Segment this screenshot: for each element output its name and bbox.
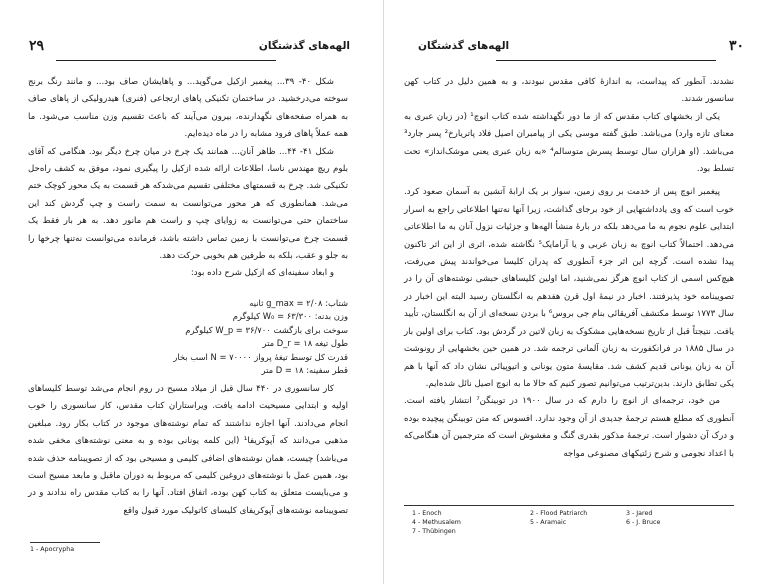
footnote: 3 - Jared — [626, 510, 653, 517]
footnote: 2 - Flood Patriarch — [530, 510, 588, 517]
spec-item: شتاب: g_max = ۲/۰۸ ثانیه — [249, 298, 348, 308]
spec-item: سوخت برای بازگشت W_p = ۳۶/۷۰۰ کیلوگرم — [185, 324, 348, 335]
header-rule — [496, 60, 716, 61]
footnote: 1 - Enoch — [412, 510, 442, 517]
header-rule — [56, 60, 276, 61]
footnote: 5 - Aramaic — [530, 519, 567, 526]
paragraph: یکی از بخشهای کتاب مقدس که از ما دور نگهداشته شده کتاب انوچ¹ (در زبان عبری به معنای تازه وارد) می‌باشد. طبق گفته موسی یکی از پیامبران اصیل فلاد پاتریارخ² پسر جارد³ می‌باشد. (او هزاران سال توسط پسرش متوسالم⁴ «به زبان عبری یعنی موشک‌انداز» تحت تسلط بود. — [404, 111, 734, 175]
paragraph: و ابعاد سفینه‌ای که ازکیل شرح داده بود: — [190, 268, 334, 279]
spec-item: قدرت کل توسط تیغهٔ پرواز N = ۷۰۰۰۰ اسب بخار — [173, 351, 348, 362]
left-body-text — [28, 74, 348, 283]
footnote: 6 - J. Bruce — [626, 519, 661, 526]
paragraph: شکل ۴۰- ۳۹... پیغمبر ازکیل می‌گوید... و پاهایشان صاف بود... و مانند رنگ برنج سوخته می‌درخشید. در ساختمان تکنیکی پاهای ارتجاعی (فنری) هیدرولیکی از پاهای صاف به همراه صفحه‌های نگهدارنده، بیرون می‌آیند که باعث تقسیم وزن مناسب می‌شود. ما همه عملاً پاهای فرود مشابه را در ماه دیده‌ایم. — [28, 77, 348, 140]
footnote: 4 - Methusalem — [412, 519, 461, 526]
spec-list — [100, 297, 348, 377]
right-page — [384, 0, 768, 584]
running-header: الهه‌های گذشتگان — [418, 40, 510, 52]
page-number: ۲۹ — [29, 38, 45, 54]
page-number: ۳۰ — [728, 38, 744, 54]
paragraph: پیغمبر انوچ پس از خدمت بر روی زمین، سوار بر یک ارابهٔ آتشین به آسمان صعود کرد. خوب است که وی یادداشتهایی از خود برجای گذاشت، زیرا آنها نه‌تنها اطلاعاتی راجع به اسرار ابتدایی علوم نجوم به ما می‌دهد بلکه در بارهٔ منشأ الهه‌ها و جزئیات نزول آنان به ما اطلاعاتی می‌دهد. احتمالاً کتاب انوچ به زبان عربی و یا آرامایک⁵ نگاشته شده، اثری از این اثر تاکنون پیدا نشده است. گرچه این اثر جزء آنطوری که پدران کلیسا می‌خواندند پیش می‌رفت، هیچ‌کس اسمی از کتاب انوچ هرگز نمی‌شنید، اما اولین کلیساهای حبشی نوشته‌های آن را در تصویبنامه خود پذیرفتند. اخبار در نیمهٔ اول قرن هفدهم به انگلستان رسید البته این اخبار در سال ۱۷۷۳ توسط مکتشف آفریقائی بنام جی بروس⁶ با بردن نسخه‌ای از آن به انگلستان، تأیید یافت. نتیجتاً قبل از تاریخ نسخه‌هایی مشکوک به زبان لاتین در گردش بود. کتاب برای اولین بار در سال ۱۸۸۵ در فرانکفورت به زبان آلمانی ترجمه شد. در همین حین بخشهایی از رونوشت آن به زبان یونانی قدیم کشف شد. مقایسهٔ متون یونانی و اتیوپیائی نشان داد که آنها با هم یکی تطابق دارند. بدین‌ترتیب می‌توانیم تصور کنیم که حالا ما به انوچ اصیل نائل شده‌ایم. — [404, 187, 735, 389]
spec-item: طول تیغه D_r = ۱۸ متر — [262, 338, 348, 349]
paragraph: من خود، ترجمه‌ای از انوچ را دارم که در سال ۱۹۰۰ در توبینگن⁷ انتشار یافته است. آنطوری که مطلع هستم ترجمهٔ جدیدی از آن وجود ندارد. افسوس که متن توبینگن پیچیده بوده و درک آن دشوار است. ترجمهٔ مذکور بقدری گنگ و مغشوش است که مترجمین آن هنگامی‌که با اعداد نجومی و شرح زئتیکهای مصنوعی مواجه — [404, 396, 734, 459]
footnote: 7 - Thübingen — [412, 528, 456, 535]
left-closing-text — [28, 381, 348, 520]
spec-item: قطر سفینه: D = ۱۸ متر — [261, 365, 348, 376]
footnote-list — [412, 510, 702, 535]
paragraph: کار سانسوری در ۴۴۰ سال قبل از میلاد مسیح در روم انجام می‌شد توسط کلیساهای اولیه و ابتدایی مسیحیت ادامه یافت. ویراستاران کتاب مقدس، کار سانسوری را خوب انجام می‌دادند. آنها اجازه نداشتند که تمام نوشته‌های موجود در کتاب بکار رود. مبلغین مذهبی می‌دانند که آپوکریفا¹ (این کلمه یونانی بوده و به معنی نوشته‌های مخفی شده می‌باشد) چیست، همان نوشته‌های اضافی کلیمی و مسیحی بود که از تصویبنامه حذف شده بود، همین عمل با نوشته‌های دروغین کلیمی که مربوط به دوران ماقبل و مابعد مسیح است و می‌بایست متعلق به کتاب کهن بوده، اتفاق افتاد. آنها را به کتاب مقدس راه ندادند و در تصویبنامه نوشته‌های آپوکریفای کلیسای کاتولیک مورد قبول واقع — [28, 384, 349, 516]
footnote-rule — [404, 505, 734, 506]
running-header: الهه‌های گذشتگان — [258, 40, 350, 52]
paragraph: شکل ۴۱- ۴۴... ظاهر آنان... همانند یک چرخ در میان چرخ دیگر بود. هنگامی که آقای بلوم ریچ مهندس ناسا، اطلاعات ارائه شده ازکیل را پیگیری نمود، موفق به کشف راه‌حل تکنیکی شد. چرخ به قسمتهای مختلفی تقسیم می‌شدکه هر قسمت به یک محور کوچک ختم می‌شد. همانطوری که هر محور می‌توانست به سمت راست و چپ گردش کند این ساختمان حتی می‌توانست به زوایای چپ و راست هم مانور دهد. به هر بار فقط یک قسمت چرخ می‌توانست با زمین تماس داشته باشد، فرمانده می‌توانست نه‌تنها چرخها را به جلو و عقب، بلکه به طرفین هم بخوبی حرکت دهد. — [28, 146, 348, 262]
spec-item: وزن بدنه: W₀ = ۶۳/۳۰۰ کیلوگرم — [232, 311, 348, 322]
paragraph: نشدند. آنطور که پیداست، به اندازهٔ کافی مقدس نبودند، و به همین دلیل در کتاب کهن سانسور شدند. — [404, 77, 734, 105]
right-body-text — [404, 74, 734, 463]
footnote-rule — [30, 542, 100, 543]
footnote: 1 - Apocrypha — [30, 546, 75, 553]
